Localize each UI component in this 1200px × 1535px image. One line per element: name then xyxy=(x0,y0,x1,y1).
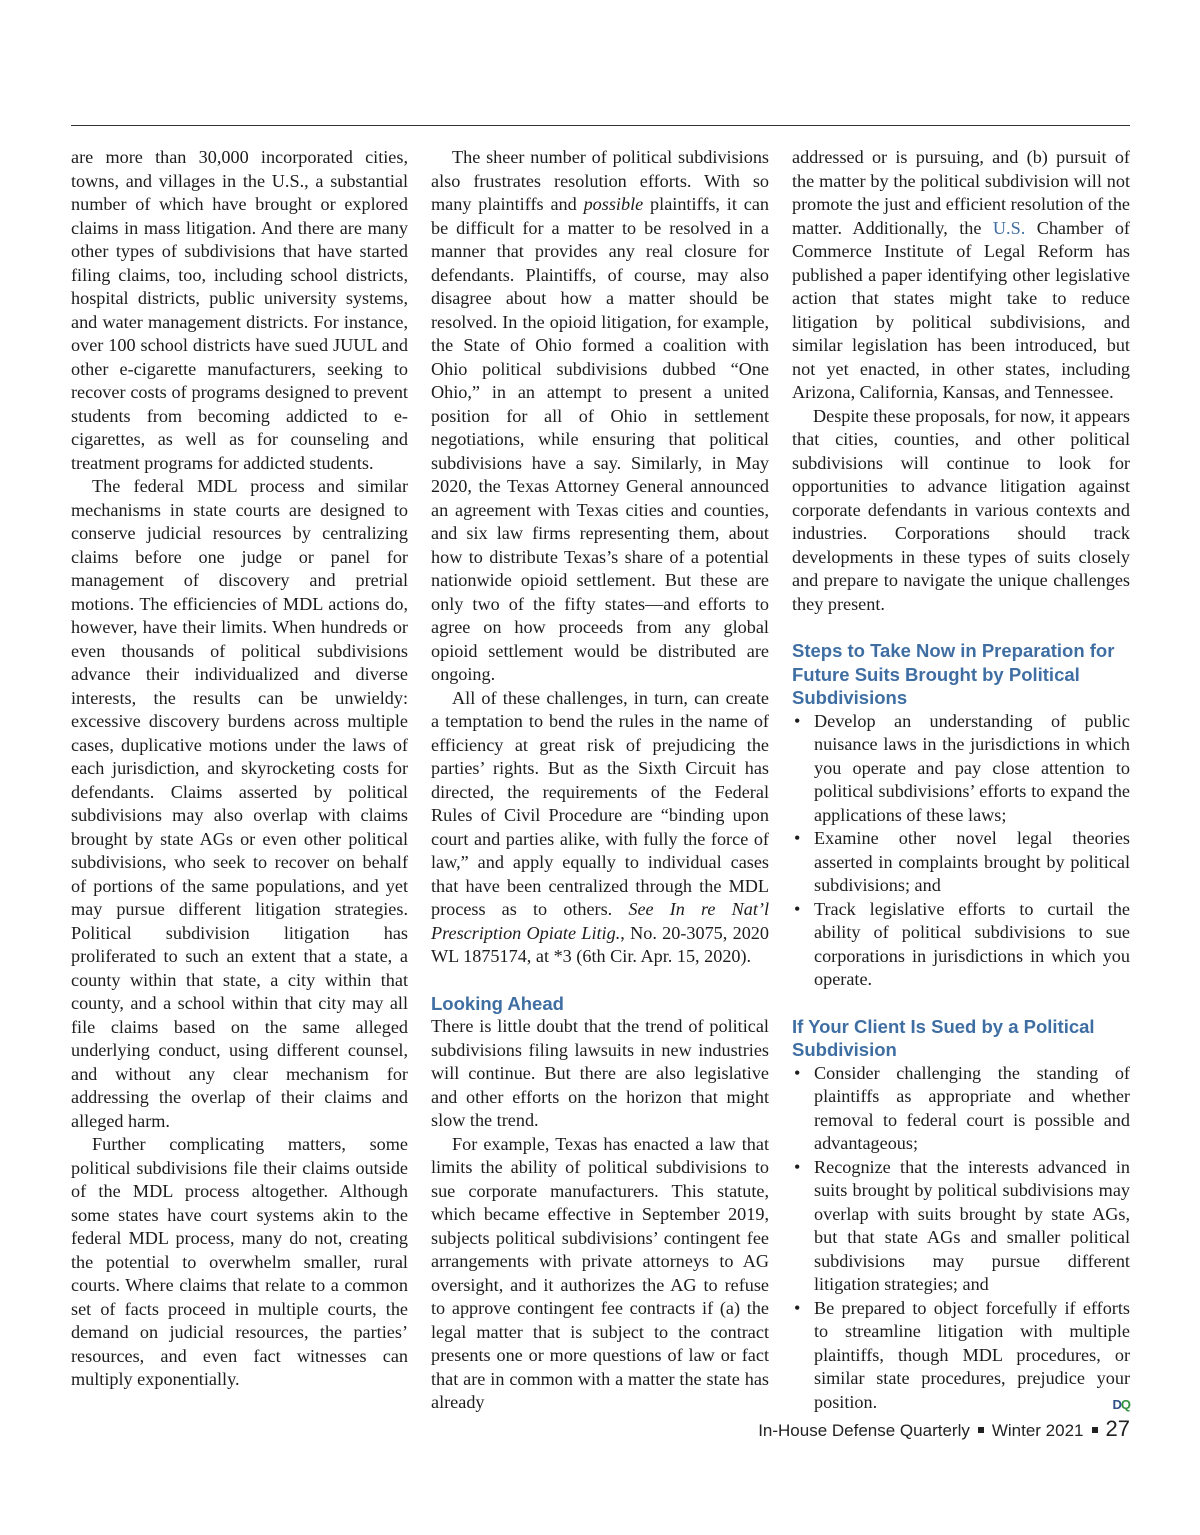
column-2 xyxy=(431,146,769,1415)
bullet-list-if-sued xyxy=(792,1062,1130,1415)
list-item: • Develop an understanding of public nuisance laws in the jurisdictions in which you operate and pay close attention to political subdivisions’ efforts to expand the applications of these laws; xyxy=(792,710,1130,828)
list-item: • Be prepared to object forcefully if efforts to streamline litigation with multiple plaintiffs, though MDL procedures, or similar state procedures, prejudice your position. DQ xyxy=(792,1297,1130,1415)
separator-square-icon xyxy=(978,1427,984,1433)
paragraph: The sheer number of political subdivisions also frustrates resolution efforts. With so many plaintiffs and possible plaintiffs, it can be difficult for a matter to be resolved in a manner that provides any real closure for defendants. Plaintiffs, of course, may also disagree about how a matter should be resolved. In the opioid litigation, for example, the State of Ohio formed a coalition with Ohio political subdivisions dubbed “One Ohio,” in an attempt to present a united position for all of Ohio in settlement negotiations, while ensuring that political subdivisions have a say. Similarly, in May 2020, the Texas Attorney General announced an agreement with Texas cities and counties, and six law firms representing them, about how to distribute Texas’s share of a potential nationwide opioid settlement. But these are only two of the fifty states—and efforts to agree on how proceeds from any global opioid settlement would be distributed are ongoing. xyxy=(431,147,769,684)
paragraph: All of these challenges, in turn, can create a temptation to bend the rules in the name of efficiency at great risk of prejudicing the parties’ rights. But as the Sixth Circuit has directed, the requirements of the Federal Rules of Civil Procedure are “binding upon court and parties alike, with fully the force of law,” and apply equally to individual cases that have been centralized through the MDL process as to others. See In re Nat’l Prescription Opiate Litig., No. 20-3075, 2020 WL 1875174, at *3 (6th Cir. Apr. 15, 2020). xyxy=(431,687,769,966)
list-item: • Recognize that the interests advanced in suits brought by political subdivisions may overlap with suits brought by state AGs, but that state AGs and smaller political subdivisions may pursue different litigation strategies; and xyxy=(792,1156,1130,1297)
paragraph: There is little doubt that the trend of political subdivisions filing lawsuits in new industries will continue. But there are also legislative and other efforts on the horizon that might slow the trend. xyxy=(431,1016,769,1130)
section-heading-if-sued: If Your Client Is Sued by a Political Subdivision xyxy=(792,1015,1095,1060)
paragraph: addressed or is pursuing, and (b) pursuit of the matter by the political subdivision will not promote the just and efficient resolution of the matter. Additionally, the U.S. Chamber of Commerce Institute of Legal Reform has published a paper identifying other legislative action that states might take to reduce litigation by political subdivisions, and similar legislation has been introduced, but not yet enacted, in other states, including Arizona, California, Kansas, and Tennessee. xyxy=(792,147,1130,402)
paragraph: Further complicating matters, some political subdivisions file their claims outside of the MDL process altogether. Although some states have court systems akin to the federal MDL process, many do not, creating the potential to overwhelm smaller, rural courts. Where claims that relate to a common set of facts proceed in multiple courts, the demand on judicial resources, the parties’ resources, and even fact witnesses can multiply exponentially. xyxy=(71,1134,408,1389)
paragraph: Despite these proposals, for now, it appears that cities, counties, and other political subdivisions will continue to look for opportunities to advance litigation against corporate defendants in various contexts and industries. Corporations should track developments in these types of suits closely and prepare to navigate the unique challenges they present. xyxy=(792,405,1130,614)
list-item: • Examine other novel legal theories asserted in complaints brought by political subdivisions; and xyxy=(792,827,1130,898)
page-footer xyxy=(758,1416,1130,1442)
list-item: • Consider challenging the standing of plaintiffs as appropriate and whether removal to federal court is possible and advantageous; xyxy=(792,1062,1130,1156)
end-mark-icon: DQ xyxy=(1112,1396,1130,1412)
separator-square-icon xyxy=(1092,1427,1098,1433)
bullet-list-steps xyxy=(792,710,1130,992)
publication-name: In-House Defense Quarterly xyxy=(758,1421,970,1440)
us-chamber-link[interactable]: U.S. xyxy=(992,217,1026,238)
page-number: 27 xyxy=(1105,1416,1130,1441)
section-heading-steps: Steps to Take Now in Preparation for Future Suits Brought by Political Subdivisions xyxy=(792,640,1115,708)
top-rule xyxy=(71,125,1130,126)
paragraph: are more than 30,000 incorporated cities, towns, and villages in the U.S., a substantial number of which have brought or explored claims in mass litigation. And there are many other types of subdivisions that have started filing claims, too, including school districts, hospital districts, public university systems, and water management districts. For instance, over 100 school districts have sued JUUL and other e-cigarette manufacturers, seeking to recover costs of programs designed to prevent students from becoming addicted to e-cigarettes, as well as for counseling and treatment programs for addicted students. xyxy=(71,147,408,473)
column-3 xyxy=(792,146,1130,1416)
issue-label: Winter 2021 xyxy=(991,1421,1084,1440)
section-heading-looking-ahead: Looking Ahead xyxy=(431,992,564,1014)
paragraph: For example, Texas has enacted a law that limits the ability of political subdivisions to sue corporate manufacturers. This statute, which became effective in September 2019, subjects political subdivisions’ contingent fee arrangements with private attorneys to AG oversight, and it authorizes the AG to refuse to approve contingent fee contracts if (a) the legal matter that is subject to the contract presents one or more questions of law or fact that are in common with a matter the state has already xyxy=(431,1133,769,1412)
column-1 xyxy=(71,146,408,1392)
list-item: • Track legislative efforts to curtail the ability of political subdivisions to sue corporations in jurisdictions in which you operate. xyxy=(792,898,1130,992)
paragraph: The federal MDL process and similar mechanisms in state courts are designed to conserve judicial resources by centralizing claims before one judge or panel for management of discovery and pretrial motions. The efficiencies of MDL actions do, however, have their limits. When hundreds or even thousands of political subdivisions advance their individualized and diverse interests, the results can be unwieldy: excessive discovery burdens across multiple cases, duplicative motions under the laws of each jurisdiction, and skyrocketing costs for defendants. Claims asserted by political subdivisions may also overlap with claims brought by state AGs or even other political subdivisions, who seek to recover on behalf of portions of the same populations, and yet may pursue different litigation strategies. Political subdivision litigation has proliferated to such an extent that a state, a county within that state, a city within that county, and a school within that city may all file claims based on the same alleged underlying conduct, using different counsel, and without any clear mechanism for addressing the overlap of their claims and alleged harm. xyxy=(71,476,408,1131)
